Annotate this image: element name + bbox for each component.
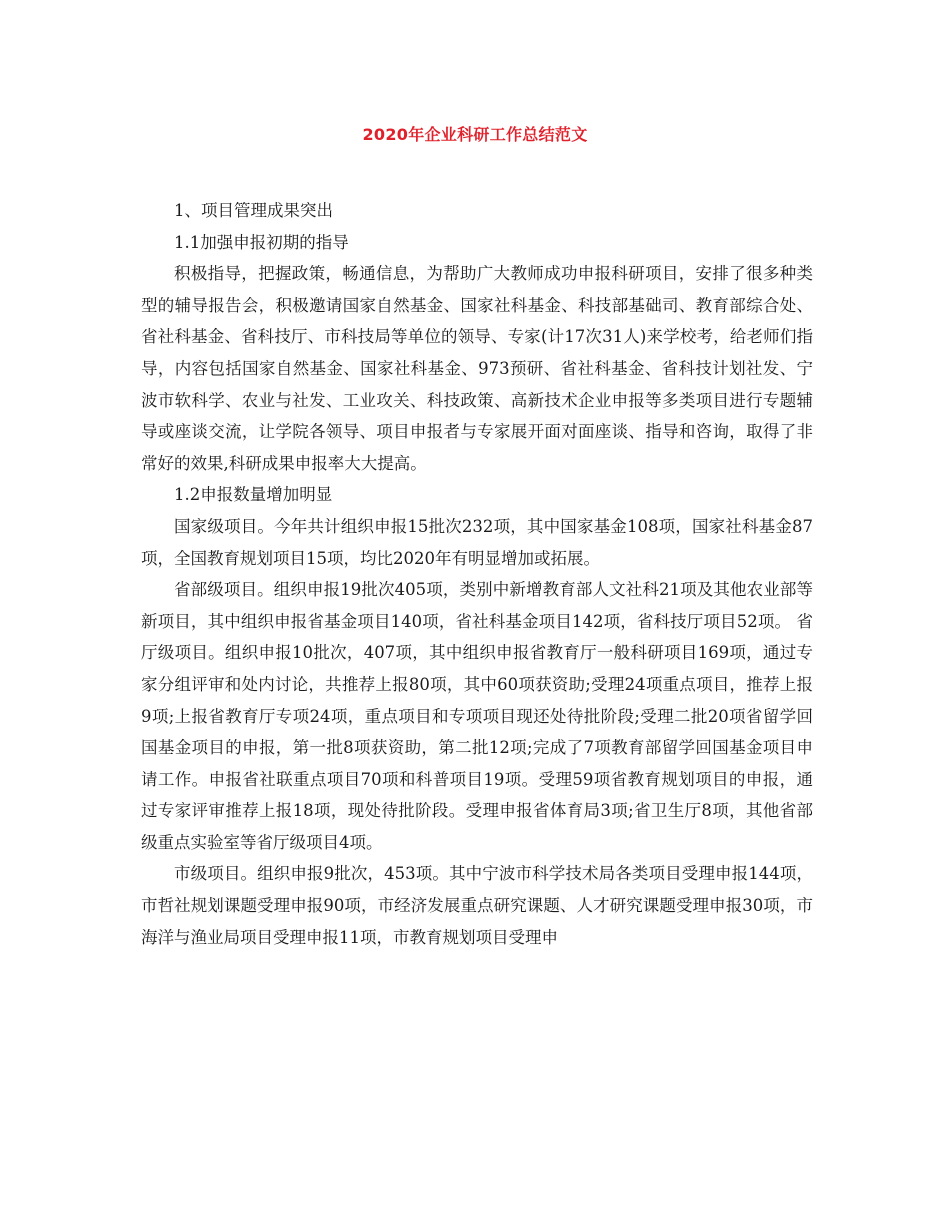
body-paragraph: 积极指导，把握政策，畅通信息，为帮助广大教师成功申报科研项目，安排了很多种类型的辅导报告会，积极邀请国家自然基金、国家社科基金、科技部基础司、教育部综合处、省社科基金、省科技厅、市科技局等单位的领导、专家(计17次31人)来学校考，给老师们指导，内容包括国家自然基金、国家社科基金、973预研、省社科基金、省科技计划社发、宁波市软科学、农业与社发、工业攻关、科技政策、高新技术企业申报等多类项目进行专题辅导或座谈交流，让学院各领导、项目申报者与专家展开面对面座谈、指导和咨询，取得了非常好的效果,科研成果申报率大大提高。 [141,264,813,473]
body-paragraph: 市级项目。组织申报9批次，453项。其中宁波市科学技术局各类项目受理申报144项，市哲社规划课题受理申报90项，市经济发展重点研究课题、人才研究课题受理申报30项，市海洋与渔业局项目受理申报11项，市教育规划项目受理申 [141,864,813,947]
body-paragraph: 国家级项目。今年共计组织申报15批次232项，其中国家基金108项，国家社科基金87项，全国教育规划项目15项，均比2020年有明显增加或拓展。 [141,516,813,568]
section-heading: 1、项目管理成果突出 [174,201,333,220]
body-paragraph: 省部级项目。组织申报19批次405项，类别中新增教育部人文社科21项及其他农业部等新项目，其中组织申报省基金项目140项，省社科基金项目142项，省科技厅项目52项。 省厅级项目。组织申报10批次，407项，其中组织申报省教育厅一般科研项目169项，通过专家分组评审和处内讨论，共推荐上报80项，其中60项获资助;受理24项重点项目，推荐上报9项;上报省教育厅专项24项，重点项目和专项项目现还处待批阶段;受理二批20项省留学回国基金项目的申报，第一批8项获资助，第二批12项;完成了7项教育部留学回国基金项目申请工作。申报省社联重点项目70项和科普项目19项。受理59项省教育规划项目的申报，通过专家评审推荐上报18项，现处待批阶段。受理申报省体育局3项;省卫生厅8项，其他省部级重点实验室等省厅级项目4项。 [141,580,813,852]
document-title: 2020年企业科研工作总结范文 [362,125,588,144]
subsection-heading: 1.2申报数量增加明显 [174,485,333,505]
document-body [141,195,813,953]
subsection-heading: 1.1加强申报初期的指导 [174,232,349,252]
